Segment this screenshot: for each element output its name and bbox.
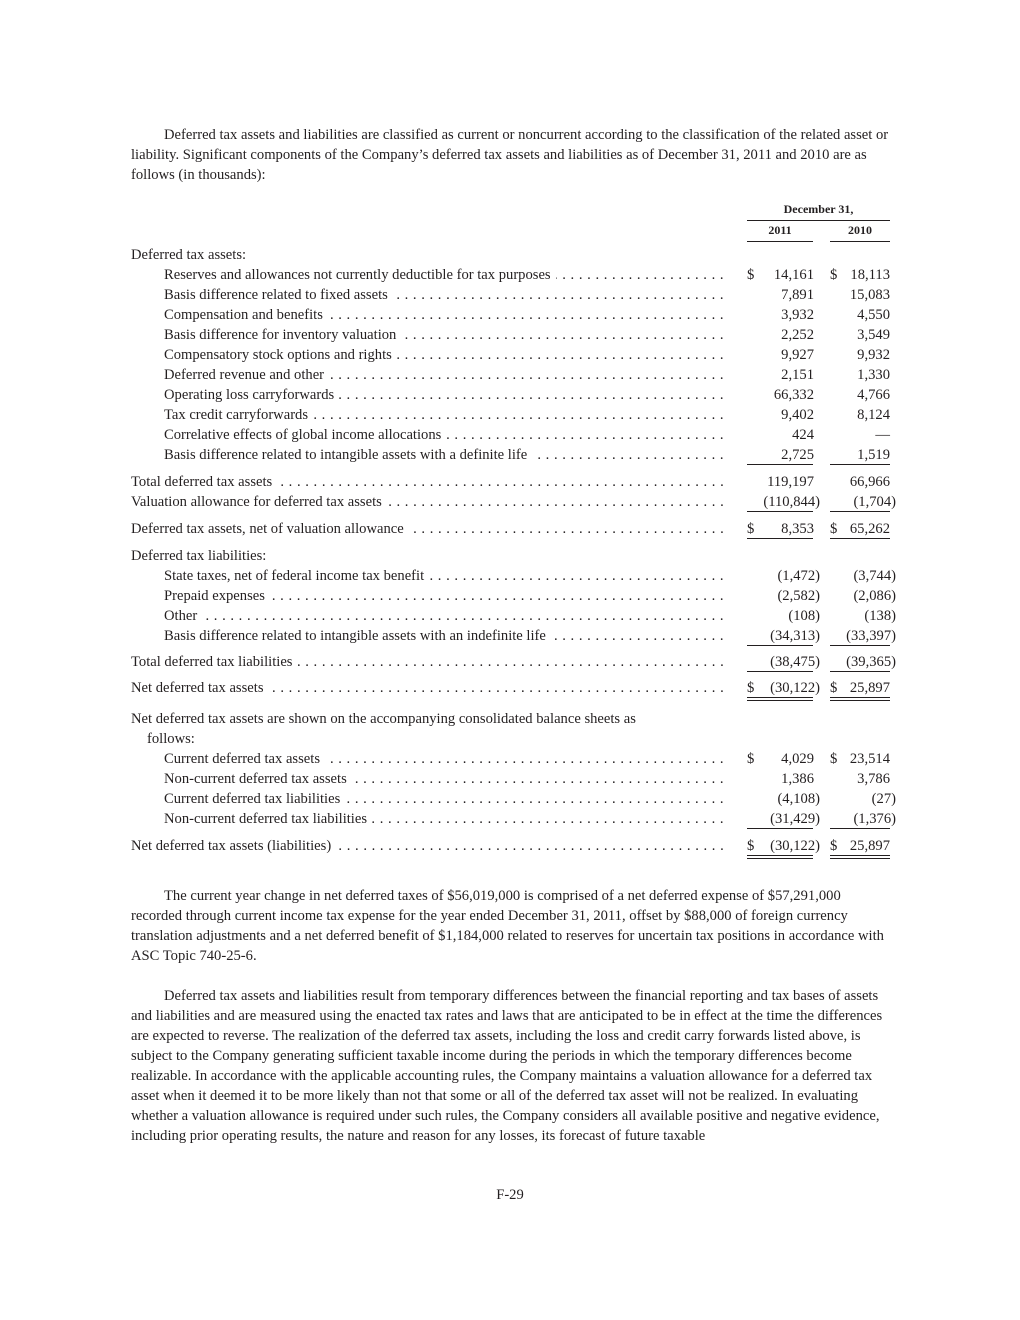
value-2010: (27)	[871, 791, 896, 807]
column-group-header: December 31,	[747, 202, 890, 221]
value-2011: (108)	[788, 608, 820, 624]
value-2011: (1,472)	[777, 568, 820, 584]
value-2010: 1,330	[857, 367, 890, 383]
row-label: Total deferred tax liabilities	[131, 654, 297, 670]
value-2010: 3,786	[857, 771, 890, 787]
table-row	[0, 566, 1020, 586]
value-2011: 14,161	[773, 267, 814, 283]
value-2011: (4,108)	[777, 791, 820, 807]
section-header-row	[0, 709, 1020, 729]
row-label: Deferred tax assets:	[131, 247, 251, 263]
table-row	[0, 445, 1020, 465]
row-label: Basis difference for inventory valuation	[164, 327, 401, 343]
row-label: Other	[164, 608, 202, 624]
value-2011: (2,582)	[777, 588, 820, 604]
value-2011: (30,122)	[770, 680, 820, 696]
dollar-sign: $	[747, 680, 755, 696]
value-2011: 424	[792, 427, 814, 443]
value-2010: (1,704)	[853, 494, 896, 510]
dollar-sign: $	[830, 267, 838, 283]
intro-text: Deferred tax assets and liabilities are classified as current or noncurrent according to the classification of the related asset or liability. Significant components of the Company’s deferred tax assets and liabilities as of December 31, 2011 and 2010 are as follows (in thousands):	[131, 127, 889, 183]
double-underline	[747, 697, 813, 701]
row-label: Deferred revenue and other	[164, 367, 329, 383]
value-2010: 15,083	[849, 287, 890, 303]
dollar-sign: $	[830, 521, 838, 537]
value-2010: 25,897	[849, 680, 890, 696]
total-row	[0, 652, 1020, 672]
row-label: Current deferred tax assets	[164, 751, 325, 767]
section-header-row	[0, 729, 1020, 749]
row-label: follows:	[147, 731, 200, 747]
value-2010: —	[875, 427, 890, 443]
section-header-row	[0, 245, 1020, 265]
row-label: State taxes, net of federal income tax benefit	[164, 568, 429, 584]
underline	[830, 671, 890, 672]
value-2011: 2,725	[781, 447, 814, 463]
value-2010: (138)	[864, 608, 896, 624]
value-2010: 8,124	[857, 407, 890, 423]
value-2010: (39,365)	[846, 654, 896, 670]
underline	[747, 828, 813, 829]
value-2010: 4,550	[857, 307, 890, 323]
value-2010: 4,766	[857, 387, 890, 403]
value-2011: (31,429)	[770, 811, 820, 827]
dollar-sign: $	[747, 521, 755, 537]
table-row	[0, 405, 1020, 425]
table-row	[0, 265, 1020, 285]
value-2011: (110,844)	[763, 494, 820, 510]
page-number: F-29	[496, 1187, 524, 1203]
value-2011: 8,353	[781, 521, 814, 537]
value-2011: 4,029	[781, 751, 814, 767]
underline	[747, 645, 813, 646]
underline	[830, 538, 890, 539]
value-2011: 9,402	[781, 407, 814, 423]
double-underline	[747, 855, 813, 859]
total-row	[0, 472, 1020, 492]
dollar-sign: $	[747, 838, 755, 854]
value-2010: 1,519	[857, 447, 890, 463]
table-row	[0, 789, 1020, 809]
value-2011: 3,932	[781, 307, 814, 323]
row-label: Deferred tax assets, net of valuation allowance	[131, 521, 409, 537]
underline	[747, 671, 813, 672]
change-paragraph	[131, 886, 893, 966]
table-row	[0, 749, 1020, 769]
row-label: Deferred tax liabilities:	[131, 548, 271, 564]
valuation-paragraph	[131, 986, 893, 1146]
table-row	[0, 425, 1020, 445]
underline	[830, 464, 890, 465]
underline	[747, 538, 813, 539]
value-2010: 18,113	[850, 267, 890, 283]
value-2011: (30,122)	[770, 838, 820, 854]
underline	[747, 511, 813, 512]
value-2011: 7,891	[781, 287, 814, 303]
column-header-2010: 2010	[830, 223, 890, 242]
value-2011: 2,252	[781, 327, 814, 343]
value-2010: 65,262	[849, 521, 890, 537]
value-2011: 9,927	[781, 347, 814, 363]
row-label: Basis difference related to intangible assets with an indefinite life	[164, 628, 551, 644]
row-label: Compensation and benefits	[164, 307, 328, 323]
value-2011: 66,332	[773, 387, 814, 403]
row-label: Operating loss carryforwards	[164, 387, 339, 403]
value-2010: (2,086)	[853, 588, 896, 604]
dollar-sign: $	[830, 680, 838, 696]
table-row	[0, 305, 1020, 325]
table-row	[0, 809, 1020, 829]
value-2011: 2,151	[781, 367, 814, 383]
double-underline	[830, 855, 890, 859]
table-row	[0, 385, 1020, 405]
valuation-text: Deferred tax assets and liabilities result from temporary differences between the financial reporting and tax bases of assets and liabilities and are measured using the enacted tax rates and laws that are anticipated to be in effect at the time the differences are expected to reverse. The realization of the deferred tax assets, including the loss and credit carry forwards listed above, is subject to the Company generating sufficient taxable income during the periods in which the temporary differences become realizable. In accordance with the applicable accounting rules, the Company maintains a valuation allowance for a deferred tax asset when it deemed it to be more likely than not that some or all of the deferred tax asset will not be realized. In evaluating whether a valuation allowance is required under such rules, the Company considers all available positive and negative evidence, including prior operating results, the nature and reason for any losses, its forecast of future taxable	[131, 988, 883, 1144]
row-label: Net deferred tax assets (liabilities)	[131, 838, 336, 854]
value-2010: 9,932	[857, 347, 890, 363]
total-row	[0, 836, 1020, 856]
dollar-sign: $	[830, 838, 838, 854]
table-row	[0, 365, 1020, 385]
row-label: Prepaid expenses	[164, 588, 270, 604]
table-row	[0, 325, 1020, 345]
dollar-sign: $	[747, 751, 755, 767]
total-row	[0, 678, 1020, 698]
value-2010: (1,376)	[853, 811, 896, 827]
underline	[747, 464, 813, 465]
value-2011: 119,197	[767, 474, 814, 490]
table-row	[0, 345, 1020, 365]
value-2010: (33,397)	[846, 628, 896, 644]
column-header-2011: 2011	[747, 223, 813, 242]
value-2010: 66,966	[849, 474, 890, 490]
value-2011: (38,475)	[770, 654, 820, 670]
value-2010: 23,514	[849, 751, 890, 767]
row-label: Total deferred tax assets	[131, 474, 277, 490]
row-label: Non-current deferred tax liabilities	[164, 811, 372, 827]
dollar-sign: $	[830, 751, 838, 767]
value-2010: 25,897	[849, 838, 890, 854]
double-underline	[830, 697, 890, 701]
section-header-row	[0, 546, 1020, 566]
row-label: Tax credit carryforwards	[164, 407, 313, 423]
table-row	[0, 769, 1020, 789]
table-row	[0, 285, 1020, 305]
row-label: Valuation allowance for deferred tax assets	[131, 494, 387, 510]
underline	[830, 645, 890, 646]
value-2011: (34,313)	[770, 628, 820, 644]
row-label: Non-current deferred tax assets	[164, 771, 352, 787]
row-label: Net deferred tax assets are shown on the accompanying consolidated balance sheets as	[131, 711, 641, 727]
table-row	[0, 606, 1020, 626]
change-text: The current year change in net deferred taxes of $56,019,000 is comprised of a net deferred expense of $57,291,000 recorded through current income tax expense for the year ended December 31, 2011, offset by $88,000 of foreign currency translation adjustments and a net deferred benefit of $1,184,000 related to reserves for uncertain tax positions in accordance with ASC Topic 740-25-6.	[131, 888, 884, 964]
table-row	[0, 626, 1020, 646]
dollar-sign: $	[747, 267, 755, 283]
row-label: Net deferred tax assets	[131, 680, 269, 696]
row-label: Correlative effects of global income allocations	[164, 427, 446, 443]
value-2010: 3,549	[857, 327, 890, 343]
underline	[830, 511, 890, 512]
underline	[830, 828, 890, 829]
table-row	[0, 492, 1020, 512]
row-label: Basis difference related to intangible assets with a definite life	[164, 447, 532, 463]
row-label: Compensatory stock options and rights	[164, 347, 397, 363]
row-label: Basis difference related to fixed assets	[164, 287, 393, 303]
total-row	[0, 519, 1020, 539]
value-2011: 1,386	[781, 771, 814, 787]
value-2010: (3,744)	[853, 568, 896, 584]
row-label: Current deferred tax liabilities	[164, 791, 345, 807]
row-label: Reserves and allowances not currently deductible for tax purposes	[164, 267, 556, 283]
table-row	[0, 586, 1020, 606]
